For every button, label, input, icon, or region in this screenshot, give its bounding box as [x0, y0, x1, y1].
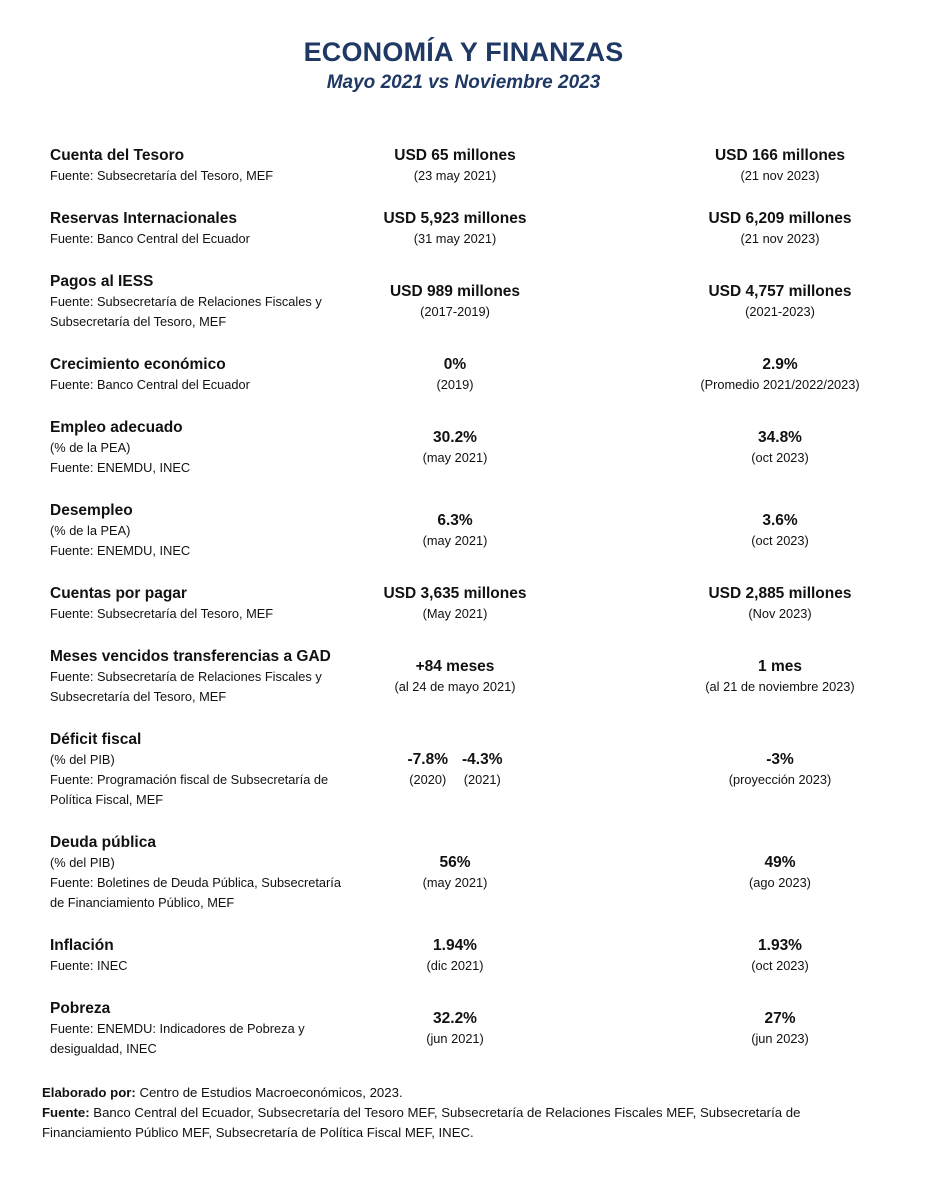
indicator-date: (jun 2023)	[751, 1030, 809, 1046]
indicator-label	[50, 729, 380, 810]
indicator-value: 3.6%	[762, 511, 798, 529]
page-subtitle: Mayo 2021 vs Noviembre 2023	[326, 72, 601, 93]
value-nov-2023	[660, 500, 900, 561]
indicator-note: Fuente: Subsecretaría del Tesoro, MEF	[50, 606, 274, 621]
document-footer	[42, 1083, 892, 1143]
indicator-date: (May 2021)	[422, 605, 488, 621]
indicator-title: Pagos al IESS	[50, 273, 154, 290]
source-line	[42, 1103, 892, 1143]
indicator-date: (oct 2023)	[751, 957, 809, 973]
indicator-value: 32.2%	[433, 1009, 477, 1027]
indicator-value: 30.2%	[433, 428, 477, 446]
indicator-note: desigualdad, INEC	[50, 1041, 157, 1056]
indicator-date: (21 nov 2023)	[740, 230, 820, 246]
indicator-note: Fuente: Subsecretaría del Tesoro, MEF	[50, 168, 274, 183]
indicator-note: Fuente: Programación fiscal de Subsecretaría de	[50, 772, 329, 787]
indicator-value: USD 3,635 millones	[383, 584, 527, 602]
indicator-date: (2017-2019)	[420, 303, 490, 319]
indicator-label	[50, 417, 380, 478]
indicator-date: (proyección 2023)	[728, 771, 832, 787]
indicator-date: (Promedio 2021/2022/2023)	[700, 376, 860, 392]
value-may-2021	[340, 832, 570, 913]
value-nov-2023	[660, 145, 900, 186]
indicator-row	[0, 417, 927, 478]
indicator-note: (% de la PEA)	[50, 440, 131, 455]
indicator-date: (oct 2023)	[751, 532, 809, 548]
value-may-2021	[340, 646, 570, 707]
indicator-row	[0, 354, 927, 395]
indicator-value: -7.8%	[407, 750, 448, 768]
indicator-note: Fuente: Subsecretaría de Relaciones Fiscales y	[50, 294, 322, 309]
value-nov-2023	[660, 998, 900, 1059]
split-value	[462, 750, 503, 790]
indicator-value: 1.94%	[433, 936, 477, 954]
value-may-2021	[340, 998, 570, 1059]
indicator-row	[0, 208, 927, 249]
indicator-note: de Financiamiento Público, MEF	[50, 895, 235, 910]
indicator-value: 56%	[439, 853, 471, 871]
indicator-label	[50, 583, 380, 624]
prepared-by-text: Centro de Estudios Macroeconómicos, 2023.	[135, 1085, 403, 1100]
indicator-title: Deuda pública	[50, 834, 156, 851]
indicator-date: (may 2021)	[422, 874, 488, 890]
indicator-title: Desempleo	[50, 502, 133, 519]
indicator-value: USD 6,209 millones	[708, 209, 852, 227]
value-may-2021	[340, 500, 570, 561]
source-label: Fuente:	[42, 1105, 90, 1120]
indicator-row	[0, 271, 927, 332]
indicator-value: 49%	[764, 853, 796, 871]
value-nov-2023	[660, 354, 900, 395]
indicator-value: 1 mes	[758, 657, 802, 675]
prepared-by-line	[42, 1083, 892, 1103]
source-text: Banco Central del Ecuador, Subsecretaría del Tesoro MEF, Subsecretaría de Relaciones Fiscales MEF, Subsecretaría de Financiamiento Público MEF, Subsecretaría de Política Fiscal MEF, INEC.	[42, 1105, 801, 1140]
indicator-note: Fuente: Subsecretaría de Relaciones Fiscales y	[50, 669, 322, 684]
indicator-value: 1.93%	[758, 936, 802, 954]
indicator-note: (% del PIB)	[50, 855, 115, 870]
indicator-date: (31 may 2021)	[413, 230, 497, 246]
indicator-value: -3%	[766, 750, 794, 768]
page-title: ECONOMÍA Y FINANZAS	[303, 37, 624, 67]
indicator-date: (2021)	[463, 771, 501, 787]
indicator-date: (23 may 2021)	[413, 167, 497, 183]
indicator-note: Fuente: ENEMDU: Indicadores de Pobreza y	[50, 1021, 305, 1036]
indicator-date: (may 2021)	[422, 532, 488, 548]
indicator-label	[50, 646, 380, 707]
indicator-date: (Nov 2023)	[748, 605, 812, 621]
indicator-note: Fuente: ENEMDU, INEC	[50, 460, 191, 475]
indicator-note: (% de la PEA)	[50, 523, 131, 538]
indicator-note: Fuente: Banco Central del Ecuador	[50, 377, 250, 392]
indicator-label	[50, 271, 380, 332]
value-nov-2023	[660, 729, 900, 810]
value-may-2021	[340, 271, 570, 332]
value-nov-2023	[660, 417, 900, 478]
indicator-row	[0, 500, 927, 561]
indicator-row	[0, 935, 927, 976]
indicator-title: Meses vencidos transferencias a GAD	[50, 648, 331, 665]
value-nov-2023	[660, 583, 900, 624]
indicator-note: (% del PIB)	[50, 752, 115, 767]
indicator-date: (2020)	[409, 771, 447, 787]
indicator-note: Fuente: Boletines de Deuda Pública, Subsecretaría	[50, 875, 341, 890]
indicator-row	[0, 729, 927, 810]
indicator-label	[50, 935, 380, 976]
indicator-value: USD 989 millones	[389, 282, 521, 300]
indicator-title: Empleo adecuado	[50, 419, 183, 436]
document-header	[0, 0, 927, 96]
indicator-value: 34.8%	[758, 428, 802, 446]
indicator-label	[50, 208, 380, 249]
indicator-title: Crecimiento económico	[50, 356, 226, 373]
indicator-label	[50, 832, 380, 913]
value-may-2021	[340, 729, 570, 810]
indicator-label	[50, 500, 380, 561]
indicator-date: (dic 2021)	[426, 957, 484, 973]
indicator-note: Subsecretaría del Tesoro, MEF	[50, 314, 227, 329]
indicator-row	[0, 646, 927, 707]
split-value	[408, 750, 449, 790]
indicator-title: Inflación	[50, 937, 114, 954]
indicator-date: (2021-2023)	[745, 303, 815, 319]
value-nov-2023	[660, 208, 900, 249]
indicator-title: Pobreza	[50, 1000, 111, 1017]
indicator-date: (al 24 de mayo 2021)	[394, 678, 516, 694]
indicator-title: Cuenta del Tesoro	[50, 147, 185, 164]
indicator-label	[50, 354, 380, 395]
indicator-date: (oct 2023)	[751, 449, 809, 465]
value-nov-2023	[660, 646, 900, 707]
value-may-2021	[340, 208, 570, 249]
indicator-date: (2019)	[436, 376, 474, 392]
indicator-value: -4.3%	[462, 750, 503, 768]
indicator-row	[0, 832, 927, 913]
indicator-label	[50, 998, 380, 1059]
indicator-row	[0, 998, 927, 1059]
indicator-value: USD 5,923 millones	[383, 209, 527, 227]
indicator-title: Reservas Internacionales	[50, 210, 237, 227]
indicator-title: Cuentas por pagar	[50, 585, 187, 602]
indicator-title: Déficit fiscal	[50, 731, 142, 748]
value-may-2021	[340, 354, 570, 395]
indicator-note: Fuente: Banco Central del Ecuador	[50, 231, 250, 246]
indicator-date: (jun 2021)	[426, 1030, 484, 1046]
indicator-date: (al 21 de noviembre 2023)	[705, 678, 855, 694]
indicator-date: (ago 2023)	[749, 874, 811, 890]
indicator-row	[0, 583, 927, 624]
indicator-date: (may 2021)	[422, 449, 488, 465]
indicator-row	[0, 145, 927, 186]
indicator-value: +84 meses	[415, 657, 495, 675]
value-may-2021	[340, 583, 570, 624]
indicator-date: (21 nov 2023)	[740, 167, 820, 183]
indicator-value: 2.9%	[762, 355, 798, 373]
indicator-note: Subsecretaría del Tesoro, MEF	[50, 689, 227, 704]
indicator-value: 27%	[764, 1009, 796, 1027]
indicator-note: Fuente: ENEMDU, INEC	[50, 543, 191, 558]
value-nov-2023	[660, 935, 900, 976]
value-may-2021	[340, 935, 570, 976]
value-nov-2023	[660, 832, 900, 913]
value-may-2021	[340, 145, 570, 186]
indicator-note: Política Fiscal, MEF	[50, 792, 164, 807]
indicator-label	[50, 145, 380, 186]
indicator-value: 0%	[443, 355, 467, 373]
indicator-note: Fuente: INEC	[50, 958, 128, 973]
indicator-value: USD 2,885 millones	[708, 584, 852, 602]
value-nov-2023	[660, 271, 900, 332]
indicator-value: 6.3%	[437, 511, 473, 529]
indicator-value: USD 166 millones	[714, 146, 846, 164]
indicator-value: USD 65 millones	[394, 146, 516, 164]
value-may-2021	[340, 417, 570, 478]
indicator-value: USD 4,757 millones	[708, 282, 852, 300]
prepared-by-label: Elaborado por:	[42, 1085, 136, 1100]
